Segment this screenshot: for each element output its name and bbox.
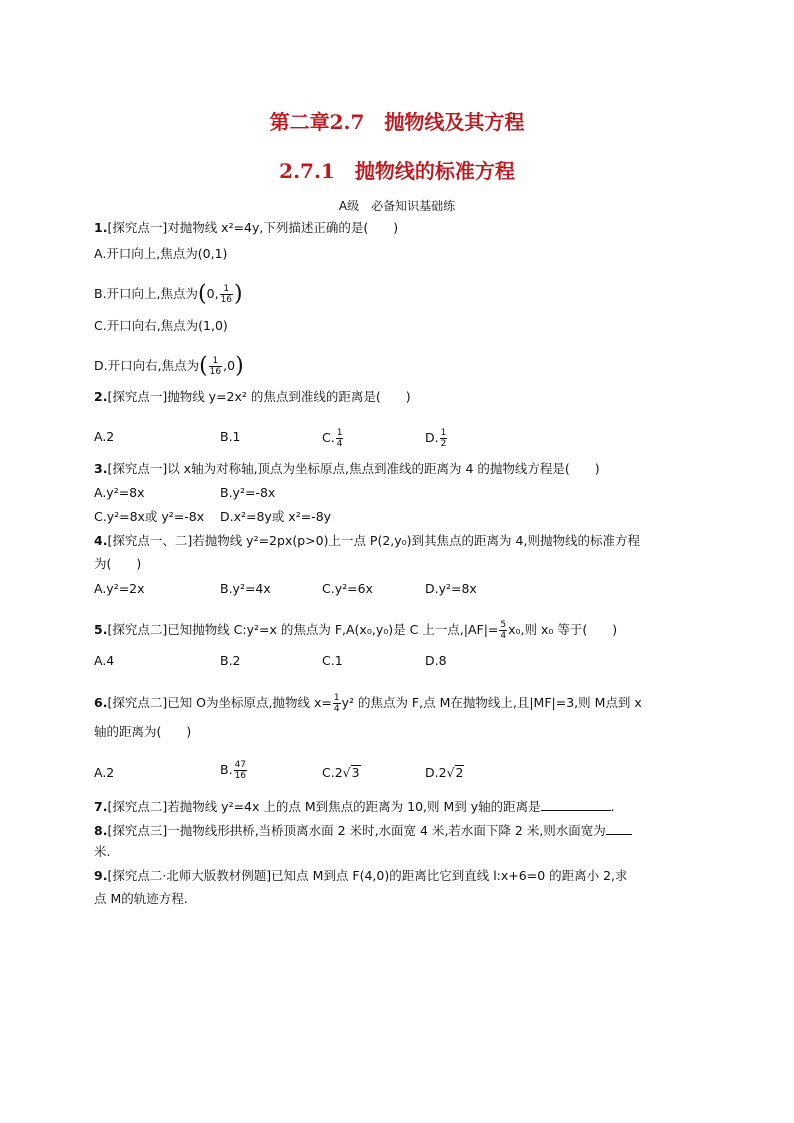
coord-x: 0 (206, 286, 215, 301)
denominator: 4 (333, 704, 340, 714)
q1-option-b: B.开口向上,焦点为(0, $\frac{1}{16}$ ) (94, 281, 243, 307)
q6-stem-continued: 轴的距离为( ) (94, 724, 192, 739)
denominator: 4 (336, 439, 343, 449)
numerator: 1 (333, 693, 340, 703)
question-number: 6. (94, 695, 108, 710)
denominator: 4 (500, 631, 507, 641)
q8-stem (94, 821, 632, 840)
q3-option-c: C.y²=8x或 y²=-8x (94, 509, 205, 524)
q5-stem (94, 620, 617, 641)
q6-option-c (322, 764, 361, 782)
chapter-title: 第二章2.7 抛物线及其方程 (269, 110, 525, 134)
q4-option-b: B.y²=4x (220, 581, 271, 596)
q5-option-b: B.2 (220, 653, 241, 668)
level-heading: A级 必备知识基础练 (338, 199, 456, 213)
question-number: 1. (94, 220, 108, 235)
q9-stem (94, 867, 628, 885)
numerator: 47 (234, 760, 247, 770)
question-number: 3. (94, 461, 108, 476)
radicand: 2 (455, 765, 464, 780)
q6-option-b (220, 760, 248, 781)
radicand: 3 (351, 765, 360, 780)
q2-option-a: A.2 (94, 429, 115, 444)
denominator: 16 (220, 295, 233, 305)
paren-right: ) (234, 281, 243, 307)
paren-left: ( (198, 281, 207, 307)
numerator: 1 (336, 428, 343, 438)
answer-blank[interactable] (541, 797, 611, 811)
fraction (234, 760, 247, 781)
fraction (440, 428, 448, 449)
question-number: 4. (94, 533, 108, 548)
answer-blank[interactable] (606, 821, 632, 835)
question-text-end: . (610, 799, 615, 814)
question-text-end: y² 的焦点为 F,点 M在抛物线上,且|MF|=3,则 M点到 x (341, 695, 642, 710)
q4-option-d: D.y²=8x (425, 581, 477, 596)
q1-stem (94, 219, 398, 237)
q4-stem (94, 532, 640, 550)
option-label: D.2 (425, 765, 447, 780)
paren-left: ( (199, 353, 208, 379)
question-number: 7. (94, 799, 108, 814)
coord-y: 0 (227, 358, 236, 373)
question-text: [探究点一]抛物线 y=2x² 的焦点到准线的距离是( ) (107, 389, 411, 404)
q3-option-a: A.y²=8x (94, 485, 145, 500)
q1-option-d: D.开口向右,焦点为( $\frac{1}{16}$ ,0) (94, 353, 244, 379)
q2-option-d (425, 428, 448, 449)
q2-option-b: B.1 (220, 429, 241, 444)
q6-option-a: A.2 (94, 765, 115, 780)
numerator: 5 (500, 620, 507, 630)
denominator: 2 (440, 439, 447, 449)
q6-stem (94, 693, 642, 714)
question-text: [探究点二·北师大版教材例题]已知点 M到点 F(4,0)的距离比它到直线 l:x+6=0 的距离小 2,求 (107, 868, 628, 883)
question-text: [探究点二]已知 O为坐标原点,抛物线 x= (107, 695, 332, 710)
question-text-end: x₀,则 x₀ 等于( ) (508, 622, 618, 637)
question-text: [探究点一]对抛物线 x²=4y,下列描述正确的是( ) (107, 220, 399, 235)
q3-option-b: B.y²=-8x (220, 485, 276, 500)
sqrt-sign: √ (342, 765, 351, 780)
question-number: 8. (94, 823, 108, 838)
denominator: 16 (209, 367, 222, 377)
option-text: B.开口向上,焦点为 (94, 286, 199, 301)
q2-stem (94, 388, 411, 406)
fraction (499, 620, 507, 641)
numerator: 1 (440, 428, 447, 438)
option-text: D.开口向右,焦点为 (94, 358, 200, 373)
q9-stem-continued: 点 M的轨迹方程. (94, 891, 188, 906)
paren-right: ) (235, 353, 244, 379)
q4-option-c: C.y²=6x (322, 581, 373, 596)
fraction (209, 356, 222, 377)
q2-option-c (322, 428, 344, 449)
option-label: C. (322, 430, 335, 445)
q1-option-c: C.开口向右,焦点为(1,0) (94, 318, 228, 333)
q5-option-a: A.4 (94, 653, 115, 668)
question-number: 2. (94, 389, 108, 404)
option-label: B. (220, 762, 233, 777)
option-label: C.2 (322, 765, 343, 780)
q4-stem-continued: 为( ) (94, 556, 142, 571)
option-label: D. (425, 430, 439, 445)
question-text: [探究点三]一抛物线形拱桥,当桥顶离水面 2 米时,水面宽 4 米,若水面下降 2 米,则水面宽为 (107, 823, 606, 838)
q1-option-a: A.开口向上,焦点为(0,1) (94, 246, 228, 261)
q7-stem (94, 797, 615, 816)
fraction (220, 284, 233, 305)
fraction (336, 428, 344, 449)
q4-option-a: A.y²=2x (94, 581, 145, 596)
q3-stem (94, 460, 600, 478)
sqrt-sign: √ (446, 765, 455, 780)
q5-option-d: D.8 (425, 653, 447, 668)
question-text: [探究点一、二]若抛物线 y²=2px(p>0)上一点 P(2,y₀)到其焦点的距离为 4,则抛物线的标准方程 (107, 533, 640, 548)
numerator: 1 (209, 356, 222, 367)
q8-stem-continued: 米. (94, 844, 111, 859)
question-text: [探究点二]已知抛物线 C:y²=x 的焦点为 F,A(x₀,y₀)是 C 上一点,|AF|= (107, 622, 499, 637)
section-title: 2.7.1 抛物线的标准方程 (279, 159, 515, 183)
q6-option-d (425, 764, 464, 782)
denominator: 16 (234, 771, 247, 781)
question-text: [探究点二]若抛物线 y²=4x 上的点 M到焦点的距离为 10,则 M到 y轴的距离是 (107, 799, 541, 814)
fraction (333, 693, 341, 714)
question-number: 9. (94, 868, 108, 883)
numerator: 1 (220, 284, 233, 295)
q3-option-d: D.x²=8y或 x²=-8y (220, 509, 332, 524)
question-number: 5. (94, 622, 108, 637)
question-text: [探究点一]以 x轴为对称轴,顶点为坐标原点,焦点到准线的距离为 4 的抛物线方程是( ) (107, 461, 600, 476)
q5-option-c: C.1 (322, 653, 343, 668)
